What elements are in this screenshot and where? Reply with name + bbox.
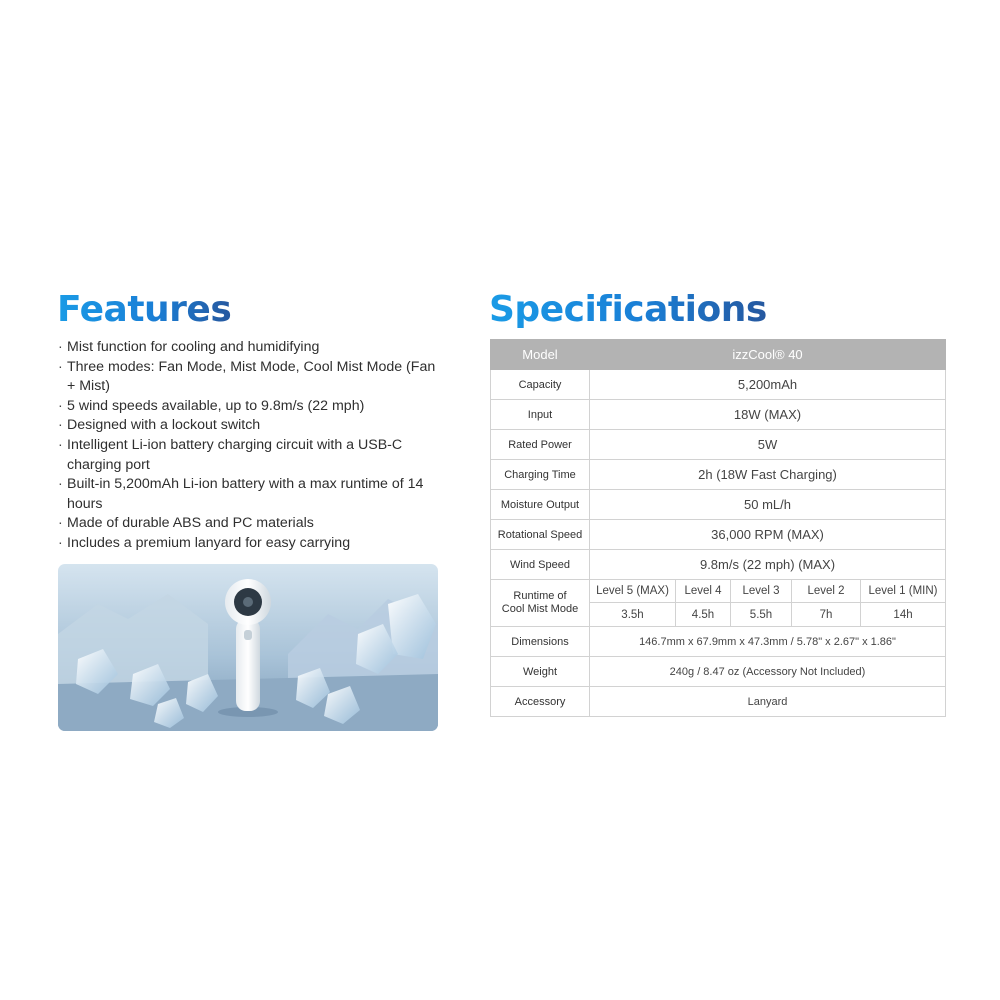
runtime-level-1: Level 1 (MIN) [861,580,946,603]
specifications-title: Specifications [489,289,767,330]
runtime-time-4: 4.5h [676,603,731,627]
charging-time-label: Charging Time [491,460,590,490]
wind-speed-value: 9.8m/s (22 mph) (MAX) [590,550,946,580]
table-row [491,520,946,550]
accessory-label: Accessory [491,687,590,717]
capacity-value: 5,200mAh [590,370,946,400]
moisture-output-value: 50 mL/h [590,490,946,520]
input-value: 18W (MAX) [590,400,946,430]
dimensions-label: Dimensions [491,627,590,657]
table-row [491,460,946,490]
table-row [491,627,946,657]
feature-item: · Intelligent Li-ion battery charging circuit with a USB-C charging port [58,436,438,475]
weight-label: Weight [491,657,590,687]
table-row [491,687,946,717]
runtime-label-line1: Runtime of [513,590,567,602]
model-label: Model [491,340,590,370]
product-photo [58,564,438,731]
rated-power-label: Rated Power [491,430,590,460]
rotational-speed-value: 36,000 RPM (MAX) [590,520,946,550]
runtime-label [491,580,590,627]
wind-speed-label: Wind Speed [491,550,590,580]
specifications-table [490,339,946,717]
runtime-time-2: 7h [792,603,861,627]
rotational-speed-label: Rotational Speed [491,520,590,550]
table-row [491,490,946,520]
runtime-time-3: 5.5h [731,603,792,627]
dimensions-value: 146.7mm x 67.9mm x 47.3mm / 5.78" x 2.67" x 1.86" [590,627,946,657]
runtime-level-3: Level 3 [731,580,792,603]
feature-item: · Made of durable ABS and PC materials [58,514,438,534]
feature-item: · Designed with a lockout switch [58,416,438,436]
table-row [491,550,946,580]
runtime-level-2: Level 2 [792,580,861,603]
table-row [491,580,946,603]
rated-power-value: 5W [590,430,946,460]
runtime-level-4: Level 4 [676,580,731,603]
table-row [491,657,946,687]
runtime-time-1: 14h [861,603,946,627]
runtime-time-5: 3.5h [590,603,676,627]
feature-item: · 5 wind speeds available, up to 9.8m/s (22 mph) [58,397,438,417]
feature-item: · Three modes: Fan Mode, Mist Mode, Cool Mist Mode (Fan + Mist) [58,358,438,397]
table-row [491,400,946,430]
model-value: izzCool® 40 [590,340,946,370]
table-header-row [491,340,946,370]
weight-value: 240g / 8.47 oz (Accessory Not Included) [590,657,946,687]
runtime-label-line2: Cool Mist Mode [501,603,579,615]
accessory-value: Lanyard [590,687,946,717]
feature-item: · Includes a premium lanyard for easy carrying [58,534,438,554]
feature-item: · Built-in 5,200mAh Li-ion battery with a max runtime of 14 hours [58,475,438,514]
table-row [491,370,946,400]
capacity-label: Capacity [491,370,590,400]
moisture-output-label: Moisture Output [491,490,590,520]
runtime-level-5: Level 5 (MAX) [590,580,676,603]
input-label: Input [491,400,590,430]
charging-time-value: 2h (18W Fast Charging) [590,460,946,490]
features-list [58,338,438,554]
feature-item: · Mist function for cooling and humidifying [58,338,438,358]
features-title: Features [57,289,232,330]
table-row [491,430,946,460]
